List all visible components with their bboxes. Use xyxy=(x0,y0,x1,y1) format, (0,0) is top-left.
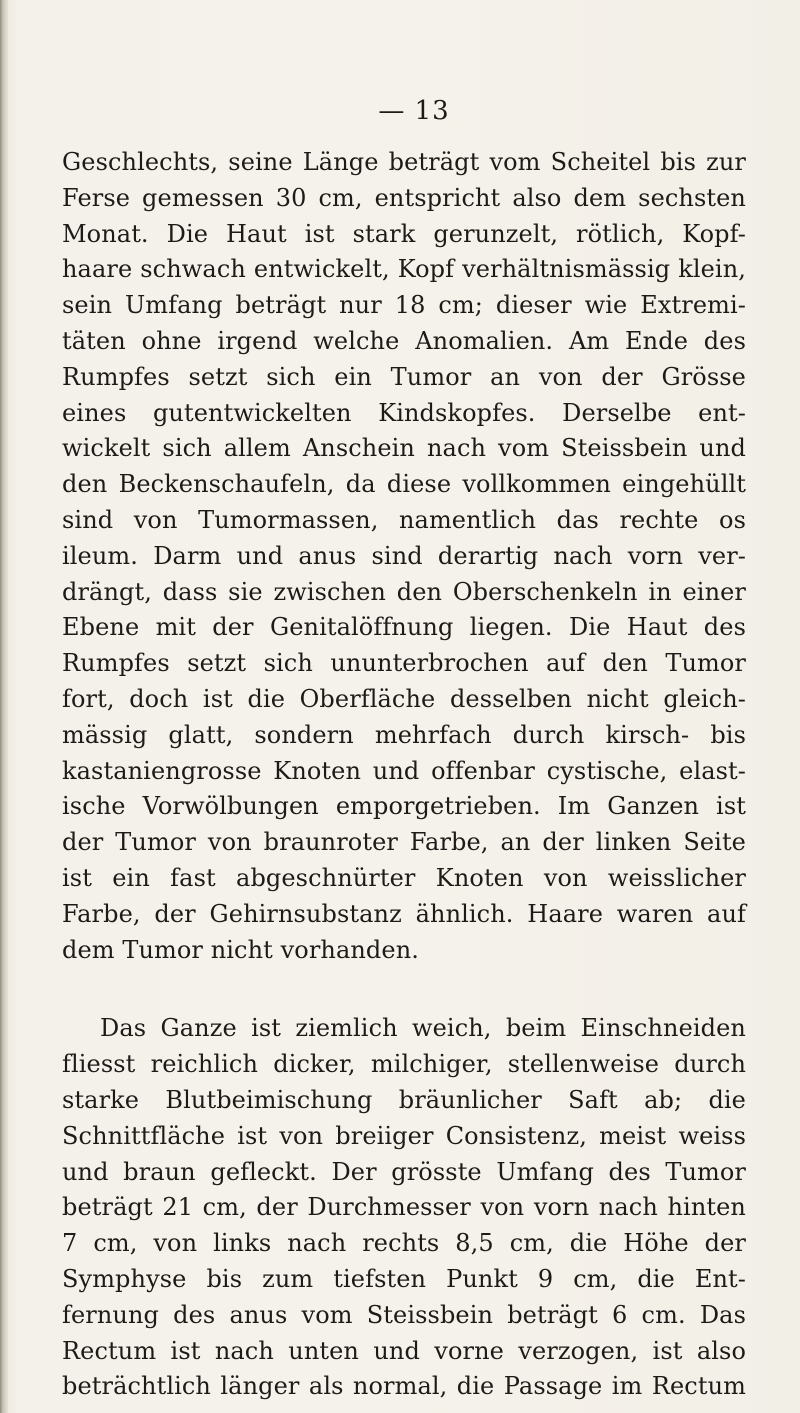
text-line: ist ein fast abgeschnürter Knoten von weisslicher xyxy=(62,863,746,892)
text-line: Rumpfes setzt sich ein Tumor an von der Grösse xyxy=(62,362,746,391)
text-line: eines gutentwickelten Kindskopfes. Derselbe ent- xyxy=(62,398,746,427)
text-line: Farbe, der Gehirnsubstanz ähnlich. Haare waren auf xyxy=(62,899,746,928)
paragraph-1 xyxy=(62,145,746,968)
page-number: — 13 xyxy=(378,96,450,126)
body-text xyxy=(62,145,746,1405)
text-line: Ferse gemessen 30 cm, entspricht also dem sechsten xyxy=(62,183,746,212)
text-line: der Tumor von braunroter Farbe, an der linken Seite xyxy=(62,828,746,857)
text-line: wickelt sich allem Anschein nach vom Steissbein und xyxy=(62,434,746,463)
text-line: fort, doch ist die Oberfläche desselben nicht gleich- xyxy=(62,684,746,713)
text-line: ische Vorwölbungen emporgetrieben. Im Ganzen ist xyxy=(62,792,746,821)
text-line: kastaniengrosse Knoten und offenbar cystische, elast- xyxy=(62,756,746,785)
text-line: 7 cm, von links nach rechts 8,5 cm, die Höhe der xyxy=(62,1229,746,1258)
text-line: Schnittfläche ist von breiiger Consistenz, meist weiss xyxy=(62,1121,746,1150)
text-line: beträchtlich länger als normal, die Passage im Rectum xyxy=(62,1372,746,1401)
text-line: sein Umfang beträgt nur 18 cm; dieser wie Extremi- xyxy=(62,291,746,320)
text-line: Rumpfes setzt sich ununterbrochen auf den Tumor xyxy=(62,649,746,678)
page-binding-edge xyxy=(0,0,8,1413)
text-line: ileum. Darm und anus sind derartig nach vorn ver- xyxy=(62,541,746,570)
text-line: dem Tumor nicht vorhanden. xyxy=(62,935,419,964)
text-line: haare schwach entwickelt, Kopf verhältnismässig klein, xyxy=(62,255,746,284)
text-line: fernung des anus vom Steissbein beträgt 6 cm. Das xyxy=(62,1300,746,1329)
text-line: Rectum ist nach unten und vorne verzogen, ist also xyxy=(62,1336,746,1365)
text-line: den Beckenschaufeln, da diese vollkommen eingehüllt xyxy=(62,470,746,499)
text-line: Monat. Die Haut ist stark gerunzelt, rötlich, Kopf- xyxy=(62,219,746,248)
text-line: drängt, dass sie zwischen den Oberschenkeln in einer xyxy=(62,577,746,606)
paragraph-2 xyxy=(62,1011,746,1405)
text-line: Ebene mit der Genitalöffnung liegen. Die Haut des xyxy=(62,613,746,642)
text-line: mässig glatt, sondern mehrfach durch kirsch- bis xyxy=(62,720,746,749)
text-line: fliesst reichlich dicker, milchiger, stellenweise durch xyxy=(62,1050,746,1079)
text-line: beträgt 21 cm, der Durchmesser von vorn nach hinten xyxy=(62,1193,746,1222)
text-line: täten ohne irgend welche Anomalien. Am Ende des xyxy=(62,326,746,355)
text-line: Das Ganze ist ziemlich weich, beim Einschneiden xyxy=(100,1014,746,1043)
paragraph-gap xyxy=(62,968,746,1011)
text-line: Symphyse bis zum tiefsten Punkt 9 cm, die Ent- xyxy=(62,1264,746,1293)
text-line: starke Blutbeimischung bräunlicher Saft ab; die xyxy=(62,1085,746,1114)
text-line: und braun gefleckt. Der grösste Umfang des Tumor xyxy=(62,1157,746,1186)
text-line: Geschlechts, seine Länge beträgt vom Scheitel bis zur xyxy=(62,148,746,176)
text-line: sind von Tumormassen, namentlich das rechte os xyxy=(62,505,746,534)
